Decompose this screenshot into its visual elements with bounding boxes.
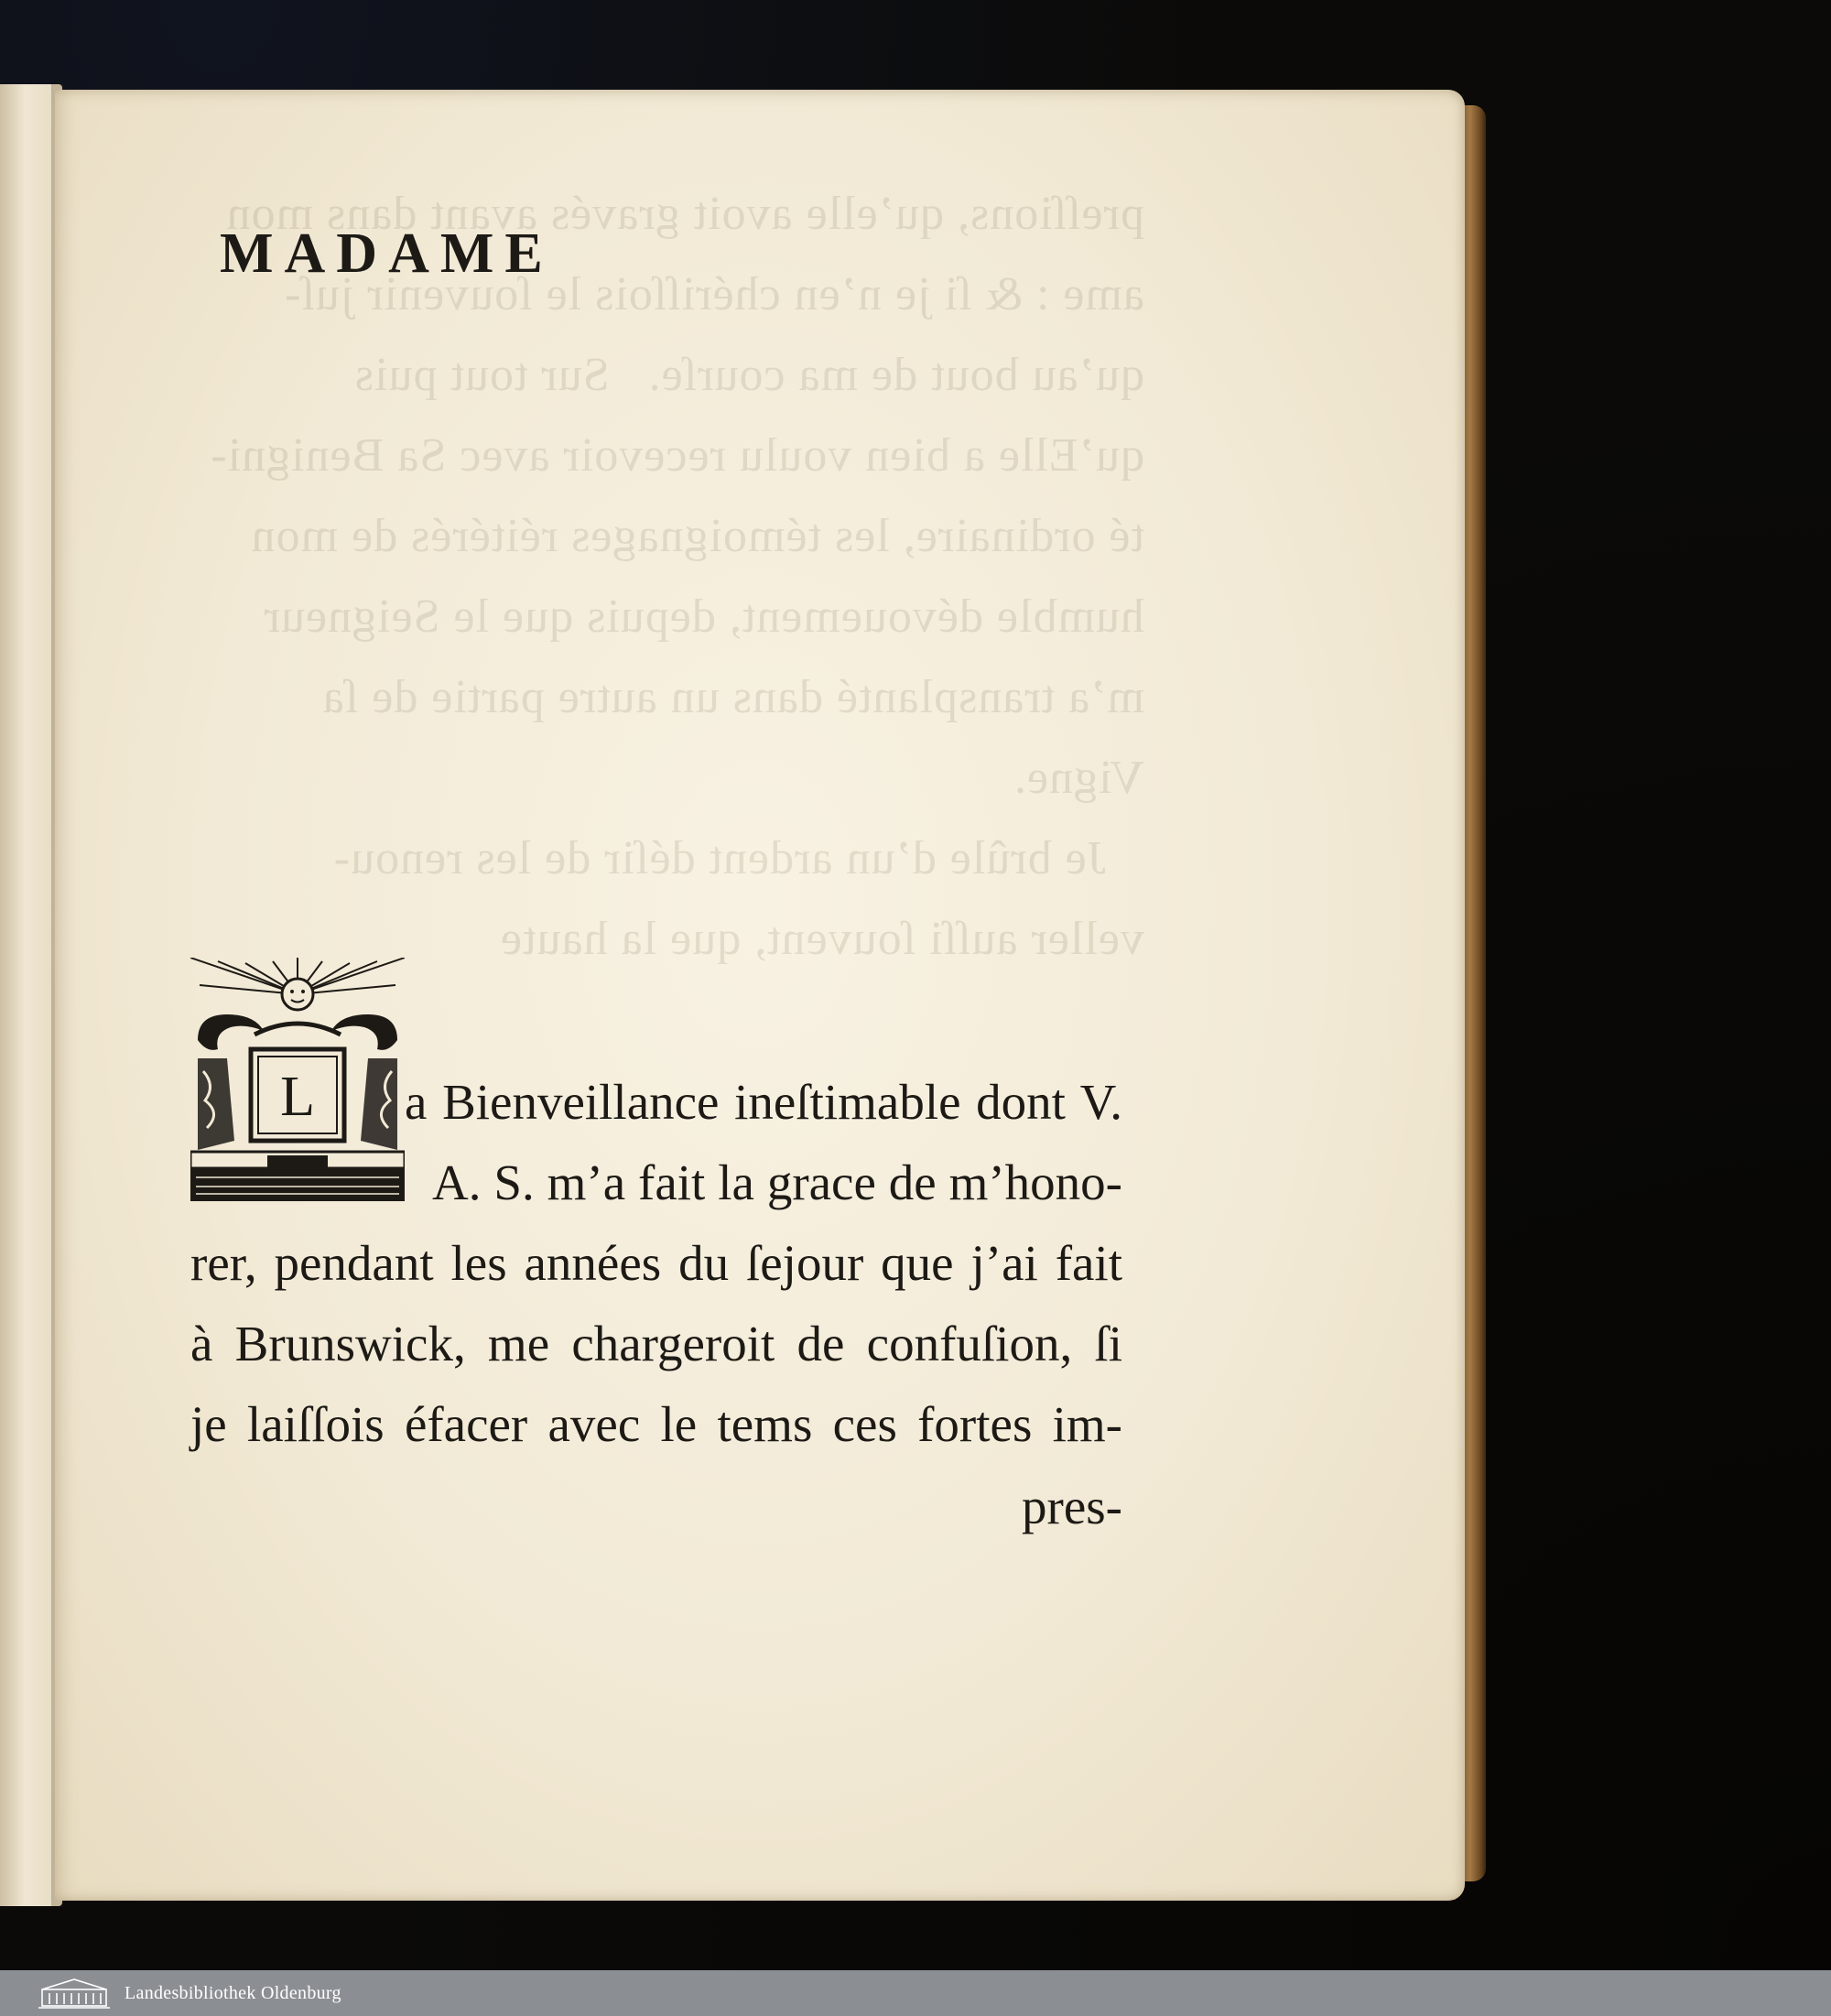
decorated-initial [190,958,405,1207]
library-name: Landesbibliothek Oldenburg [125,1982,341,2003]
running-head: MADAME [220,222,554,285]
text-line-2: A. S. m’a fait la grace de m’hono- [432,1154,1122,1210]
text-line-5: je laiſſois éfacer avec le tems ces fortes im- [190,1396,1122,1452]
catchword: pres- [1022,1479,1122,1534]
footer-bar [0,1970,1831,2016]
text-line-3: rer, pendant les années du ſejour que j’ai fait [190,1235,1122,1291]
ornament-initial-icon [190,958,405,1207]
initial-letter: L [280,1066,315,1128]
text-line-4: à Brunswick, me chargeroit de confuſion, ſi [190,1316,1122,1371]
text-line-1: a Bienveillance ineſtimable dont V. [405,1074,1122,1130]
library-building-icon [37,1977,112,2010]
